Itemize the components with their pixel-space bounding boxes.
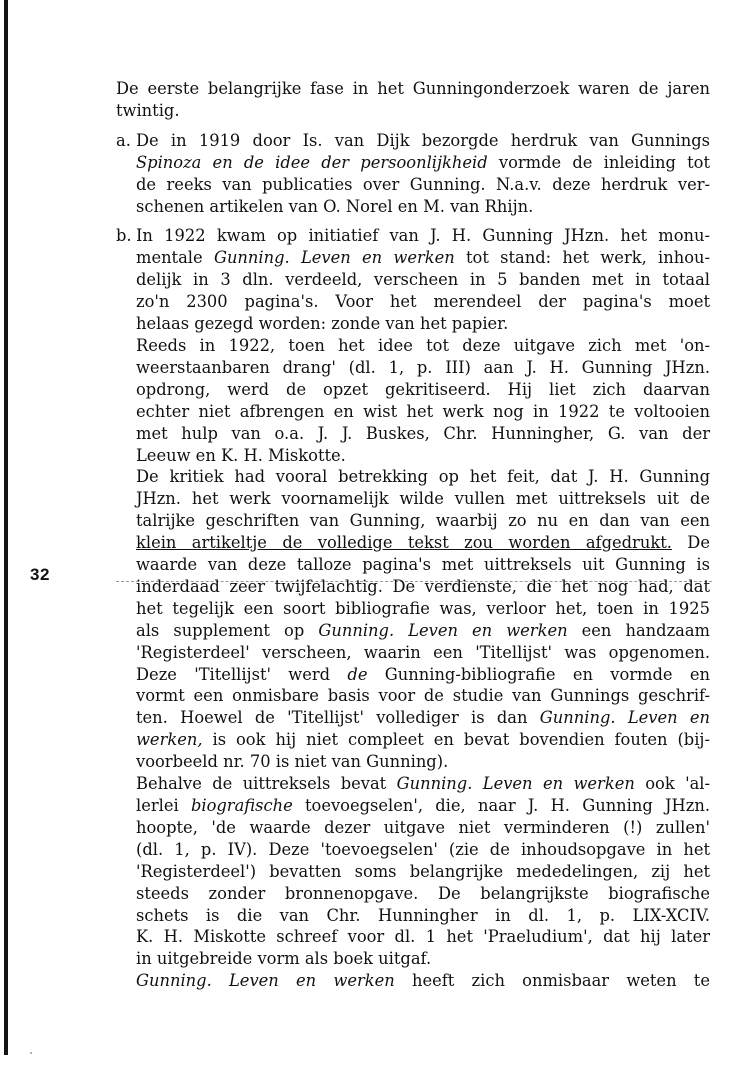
text-line: de reeks van publicaties over Gunning. N.a.v. deze herdruk ver-: [136, 174, 710, 194]
list-item-a: [116, 130, 710, 218]
text-run: Gunning-bibliografie en vormde en: [367, 664, 710, 684]
text-run: vormde de inleiding tot: [487, 152, 710, 172]
book-title-italic: Gunning. Leven en werken: [396, 774, 635, 794]
text-line: hoopte, 'de waarde dezer uitgave niet verminderen (!) zullen': [136, 817, 710, 837]
page-number: 32: [30, 565, 50, 584]
text-line: het tegelijk een soort bibliografie was, verloor het, toen in 1925: [136, 598, 710, 618]
text-line: [136, 707, 710, 729]
text-line: steeds zonder bronnenopgave. De belangrijkste biografische: [136, 883, 710, 903]
text-line: K. H. Miskotte schreef voor dl. 1 het 'Praeludium', dat hij later: [136, 927, 710, 947]
text-line: De kritiek had vooral betrekking op het feit, dat J. H. Gunning: [136, 467, 710, 487]
list-item-b: [116, 225, 710, 992]
text-line: waarde van deze talloze pagina's met uittreksels uit Gunning is: [136, 555, 710, 575]
text-line: delijk in 3 dln. verdeeld, verscheen in 5 banden met in totaal: [136, 270, 710, 290]
book-title-italic: Gunning. Leven en: [539, 708, 710, 728]
text-line: JHzn. het werk voornamelijk wilde vullen met uittreksels uit de: [136, 489, 710, 509]
text-run: een handzaam: [567, 620, 710, 640]
text-line: [136, 152, 710, 174]
body-text: [116, 78, 710, 992]
paragraph: [136, 773, 710, 970]
text-line: talrijke geschriften van Gunning, waarbij zo nu en dan van een: [136, 511, 710, 531]
text-run: Deze 'Titellijst' werd: [136, 664, 348, 684]
text-line: [136, 970, 710, 992]
text-line: twintig.: [116, 100, 180, 120]
emphasis-italic: biografische: [190, 796, 293, 815]
text-run: De: [671, 533, 710, 553]
text-run: tot stand: het werk, inhou-: [454, 248, 711, 268]
text-run: heeft zich onmisbaar weten te: [394, 971, 710, 991]
text-line: voorbeeld nr. 70 is niet van Gunning).: [136, 752, 449, 772]
text-run: lerlei: [136, 796, 191, 815]
text-line: [136, 773, 710, 795]
text-line: schenen artikelen van O. Norel en M. van Rhijn.: [136, 196, 534, 216]
paragraph: [136, 335, 710, 466]
underlined-text: klein artikeltje de volledige tekst zou worden afgedrukt.: [136, 533, 672, 553]
text-line: vormt een onmisbare basis voor de studie van Gunnings geschrif-: [136, 686, 710, 706]
text-line: zo'n 2300 pagina's. Voor het merendeel der pagina's moet: [136, 292, 710, 312]
book-title-italic: Gunning. Leven en werken: [213, 248, 455, 268]
text-line: weerstaanbaren drang' (dl. 1, p. III) aan J. H. Gunning JHzn.: [136, 357, 710, 377]
text-run: toevoegselen', die, naar J. H. Gunning JHzn.: [292, 796, 710, 815]
text-run: mentale: [136, 248, 214, 268]
text-line: met hulp van o.a. J. J. Buskes, Chr. Hunningher, G. van der: [136, 423, 710, 443]
text-line: (dl. 1, p. IV). Deze 'toevoegselen' (zie de inhoudsopgave in het: [136, 839, 710, 859]
intro-paragraph: [116, 78, 710, 122]
book-title-italic: Gunning. Leven en werken: [318, 620, 568, 640]
text-run: als supplement op: [136, 620, 319, 640]
text-line: Reeds in 1922, toen het idee tot deze uitgave zich met 'on-: [136, 335, 710, 355]
text-line: 'Registerdeel') bevatten soms belangrijke mededelingen, zij het: [136, 861, 710, 881]
text-line: De eerste belangrijke fase in het Gunningonderzoek waren de jaren: [116, 79, 710, 98]
text-line: schets is die van Chr. Hunningher in dl. 1, p. LIX-XCIV.: [136, 905, 710, 925]
text-line: helaas gezegd worden: zonde van het papier.: [136, 314, 509, 334]
text-line: In 1922 kwam op initiatief van J. H. Gunning JHzn. het monu-: [136, 226, 710, 246]
text-run: is ook hij niet compleet en bevat bovendien fouten (bij-: [202, 730, 710, 750]
text-line: inderdaad zeer twijfelachtig. De verdienste, die het nog had, dat: [136, 576, 710, 596]
text-run: Behalve de uittreksels bevat: [136, 774, 397, 794]
text-line: [136, 532, 710, 554]
text-run: ook 'al-: [634, 774, 710, 794]
list-marker-a: a.: [116, 130, 131, 150]
text-line: [136, 729, 710, 751]
book-title-italic: Spinoza en de idee der persoonlijkheid: [136, 152, 488, 172]
text-line: [136, 620, 710, 642]
book-title-italic: werken,: [136, 730, 203, 750]
text-line: [136, 795, 710, 817]
text-line: echter niet afbrengen en wist het werk nog in 1922 te voltooien: [136, 401, 710, 421]
text-line: Leeuw en K. H. Miskotte.: [136, 445, 346, 465]
text-line: in uitgebreide vorm als boek uitgaf.: [136, 949, 432, 969]
emphasis-italic: de: [347, 664, 368, 684]
text-line: opdrong, werd de opzet gekritiseerd. Hij liet zich daarvan: [136, 379, 710, 399]
text-line: [136, 247, 710, 269]
text-line: 'Registerdeel' verscheen, waarin een 'Titellijst' was opgenomen.: [136, 642, 710, 662]
paragraph: [136, 970, 710, 992]
scan-edge-bar: [4, 0, 8, 1055]
paragraph: [136, 466, 710, 773]
scan-speck: [30, 1052, 32, 1054]
text-run: ten. Hoewel de 'Titellijst' vollediger is dan: [136, 708, 540, 728]
text-line: [136, 664, 710, 686]
paragraph: [136, 225, 710, 335]
book-title-italic: Gunning. Leven en werken: [136, 971, 395, 991]
text-line: De in 1919 door Is. van Dijk bezorgde herdruk van Gunnings: [136, 130, 710, 150]
list-marker-b: b.: [116, 226, 132, 246]
